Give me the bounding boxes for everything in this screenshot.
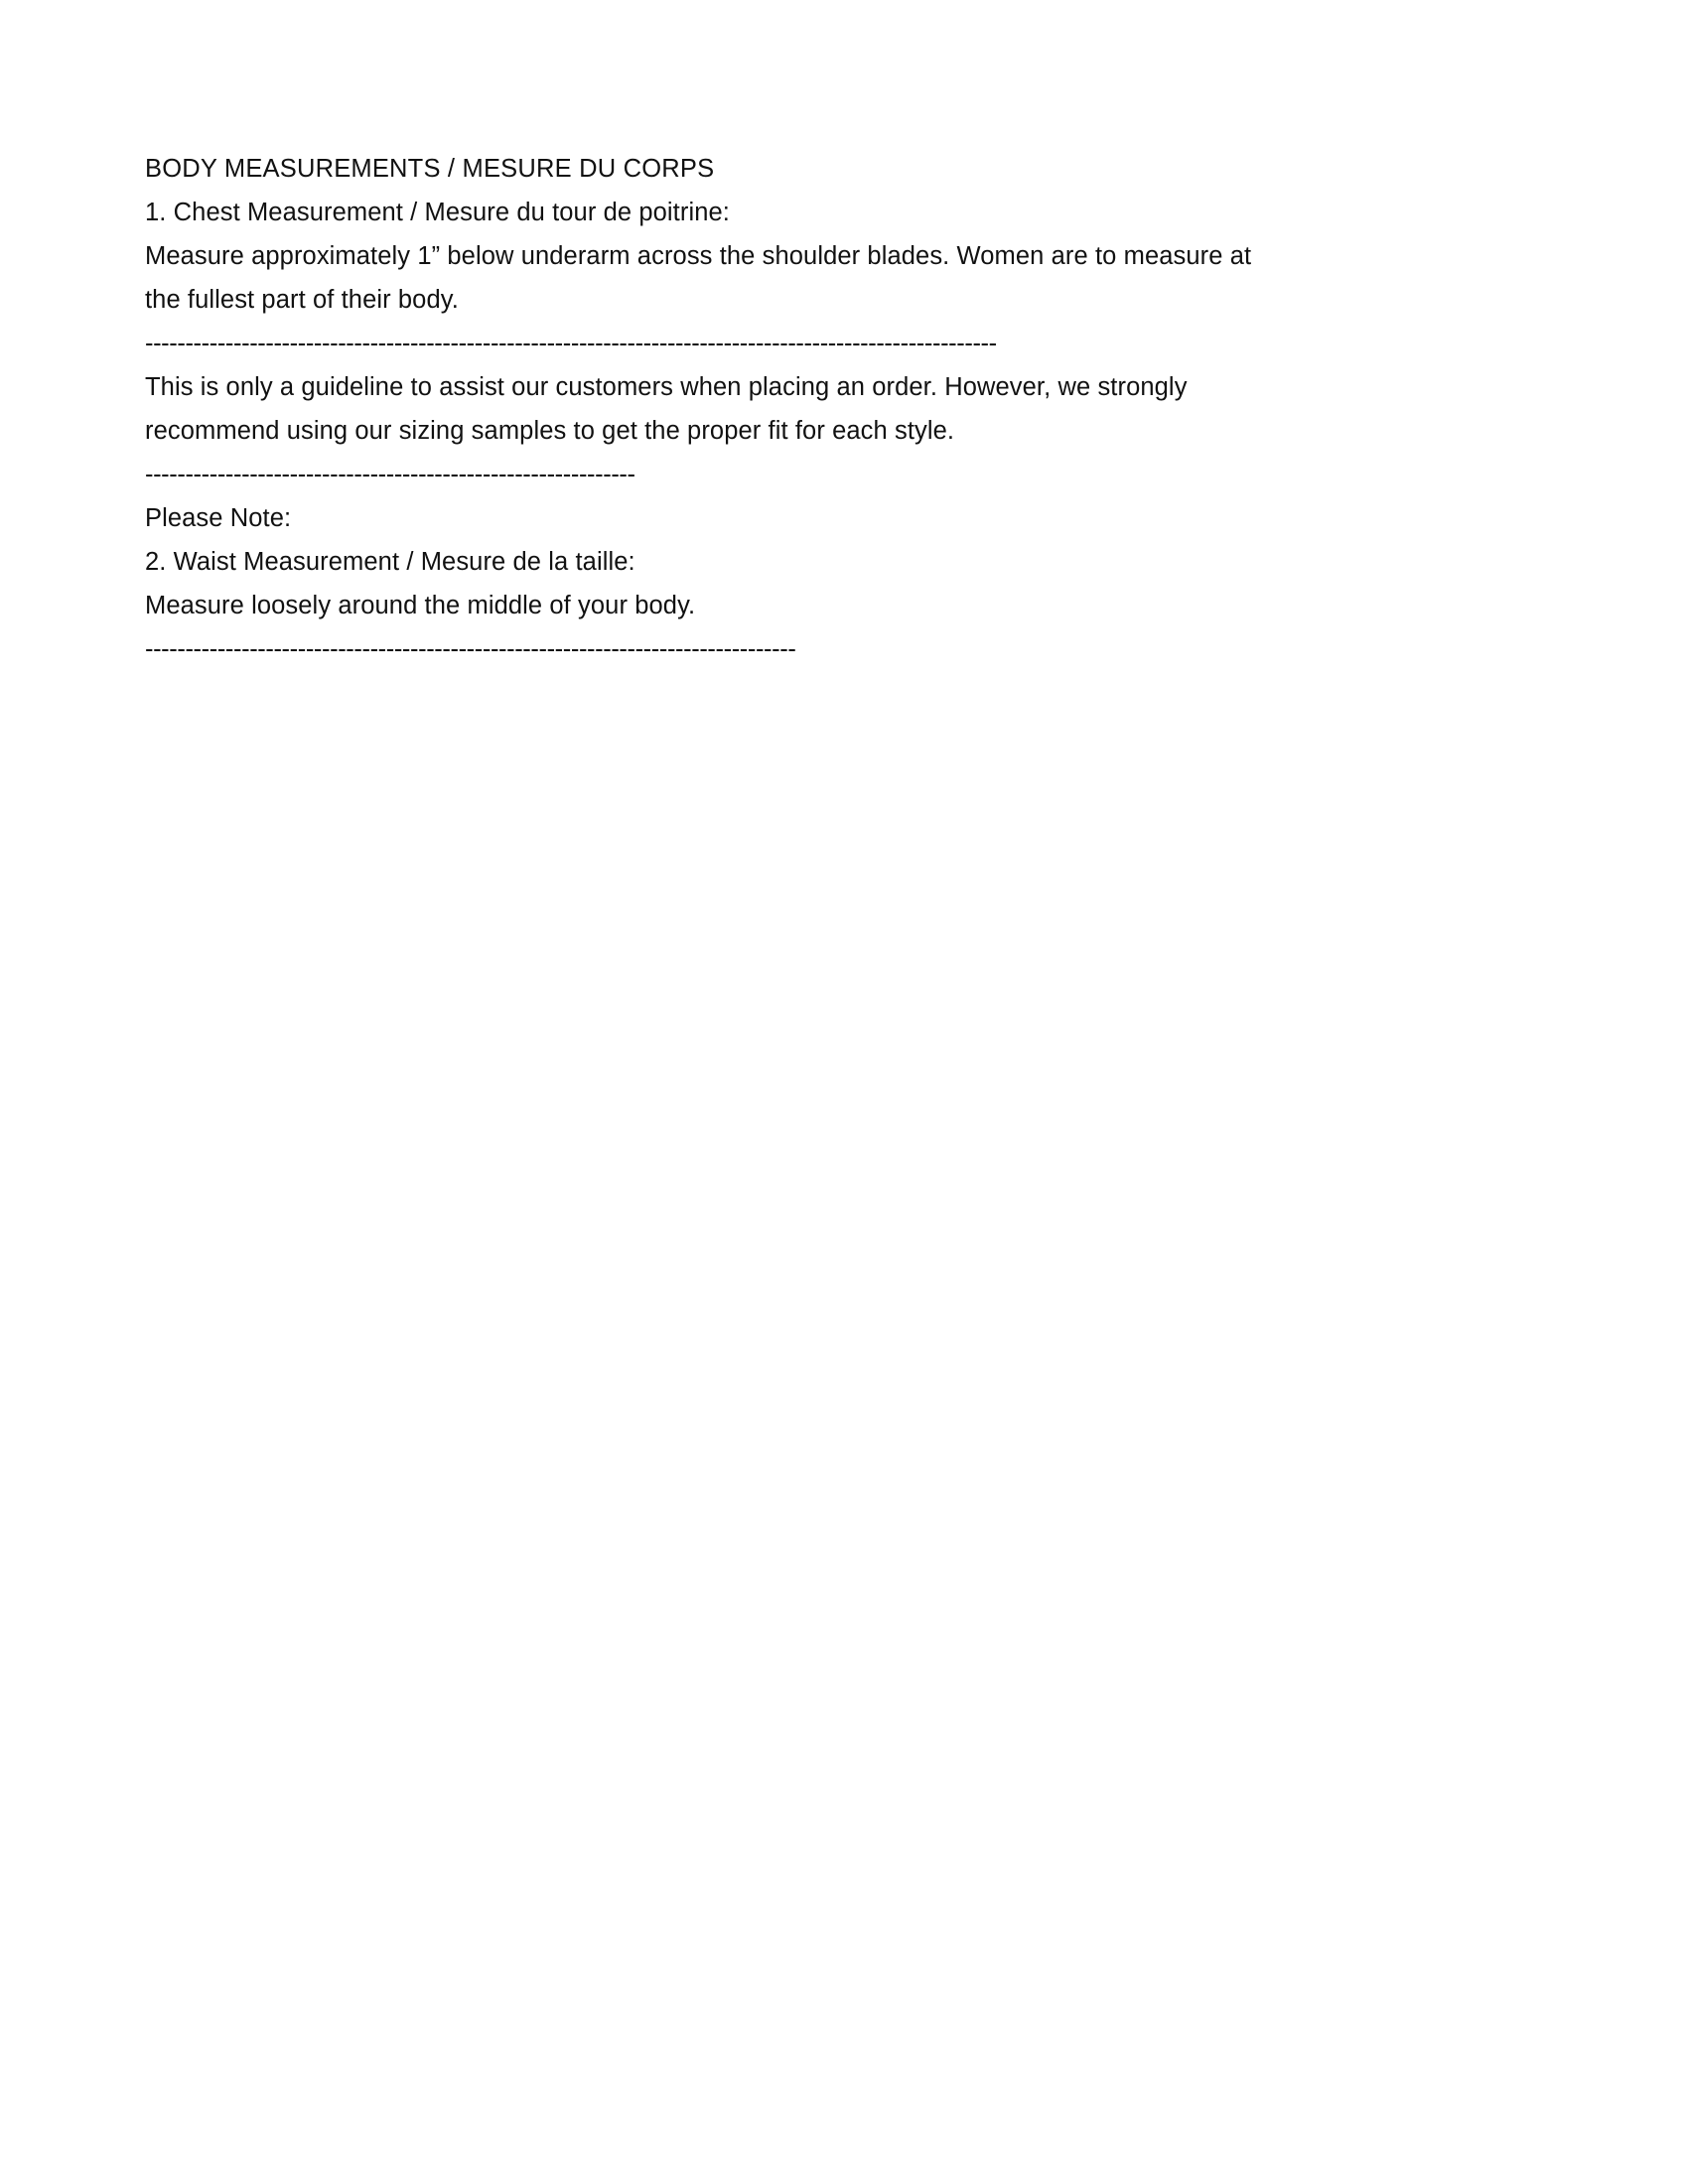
chest-measurement-text: Measure approximately 1” below underarm across the shoulder blades. Women are to measure at the fullest part of their body.: [145, 242, 1252, 314]
divider-three: ---------------------------------------------------------------------------------: [145, 635, 796, 663]
chest-measurement-label: 1. Chest Measurement / Mesure du tour de poitrine:: [145, 199, 730, 226]
document-body: [145, 147, 1456, 671]
waist-measurement-label: 2. Waist Measurement / Mesure de la taille:: [145, 548, 635, 576]
divider-two: -------------------------------------------------------------: [145, 461, 635, 488]
guideline-text: This is only a guideline to assist our customers when placing an order. However, we strongly recommend using our sizing samples to get the proper fit for each style.: [145, 373, 1188, 445]
divider-one: ----------------------------------------------------------------------------------------------------------: [145, 330, 997, 357]
page-title: BODY MEASUREMENTS / MESURE DU CORPS: [145, 155, 715, 183]
please-note-label: Please Note:: [145, 504, 292, 532]
waist-measurement-text: Measure loosely around the middle of your body.: [145, 592, 696, 619]
